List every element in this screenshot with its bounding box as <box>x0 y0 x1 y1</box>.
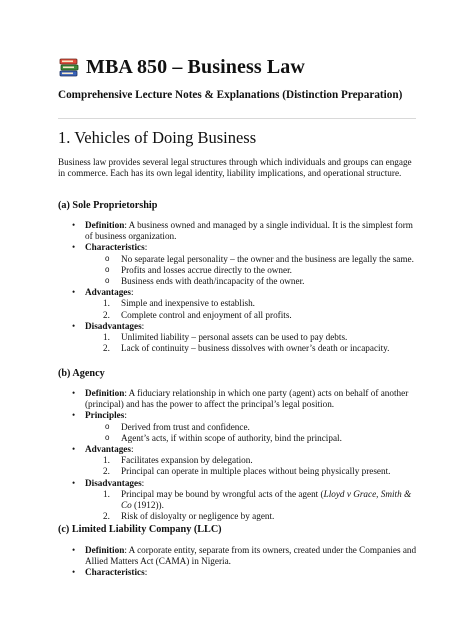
characteristics-label: Characteristics <box>85 567 145 578</box>
list-item: • Advantages: 1. Facilitates expansion by delegation. 2. Principal can operate in multiple places without being physically present. <box>68 444 420 478</box>
divider <box>58 118 416 119</box>
definition-label: Definition <box>85 220 125 230</box>
intro-paragraph: Business law provides several legal structures through which individuals and groups can engage in commerce. Each has its own legal identity, liability implications, and operational structure. <box>58 157 412 179</box>
list-item: o Business ends with death/incapacity of the owner. <box>103 276 420 287</box>
document-title: MBA 850 – Business Law <box>86 56 305 78</box>
subsection-heading-sole: (a) Sole Proprietorship <box>58 200 158 211</box>
list-item: • Principles: o Derived from trust and confidence. o Agent’s acts, if within scope of authority, bind the principal. <box>68 410 420 444</box>
list-item: • Disadvantages: 1. Unlimited liability – personal assets can be used to pay debts. 2. Lack of continuity – business dissolves with owner’s death or incapacity. <box>68 321 420 355</box>
disadvantages-list <box>85 332 420 354</box>
llc-list <box>68 545 420 579</box>
list-item: 1. Simple and inexpensive to establish. <box>103 298 420 309</box>
characteristics-label: Characteristics <box>85 242 145 253</box>
list-item: 2. Lack of continuity – business dissolves with owner’s death or incapacity. <box>103 343 420 354</box>
section-heading: 1. Vehicles of Doing Business <box>58 128 257 147</box>
list-item <box>103 489 420 511</box>
definition-text: : A fiduciary relationship in which one party (agent) acts on behalf of another (principal) and has the power to affect the principal’s legal position. <box>85 388 409 410</box>
list-item: o Agent’s acts, if within scope of authority, bind the principal. <box>103 433 420 444</box>
list-item: o Derived from trust and confidence. <box>103 422 420 433</box>
list-item: 1. Facilitates expansion by delegation. <box>103 455 420 466</box>
advantages-label: Advantages <box>85 444 131 455</box>
disadvantages-label: Disadvantages <box>85 320 142 331</box>
definition-label: Definition <box>85 545 125 555</box>
advantages-label: Advantages <box>85 287 131 298</box>
disadvantages-label: Disadvantages <box>85 477 142 488</box>
list-item: 2. Complete control and enjoyment of all profits. <box>103 310 420 321</box>
title-row <box>58 56 305 79</box>
list-item: 2. Risk of disloyalty or negligence by agent. <box>103 511 420 522</box>
advantages-list <box>85 455 420 477</box>
list-item <box>68 220 420 242</box>
list-item <box>68 388 420 410</box>
advantages-list <box>85 298 420 320</box>
list-item: • Disadvantages: 1. Principal may be bound by wrongful acts of the agent (Lloyd v Grace, Smith & Co (1912)). 2. Risk of disloyalty or negligence by agent. <box>68 478 420 523</box>
list-item: 1. Unlimited liability – personal assets can be used to pay debts. <box>103 332 420 343</box>
principles-label: Principles <box>85 410 125 421</box>
sole-list <box>68 220 420 354</box>
list-item <box>68 545 420 567</box>
disadvantage-text: Principal may be bound by wrongful acts of the agent ( <box>121 488 324 499</box>
list-item: • Advantages: 1. Simple and inexpensive to establish. 2. Complete control and enjoyment of all profits. <box>68 287 420 321</box>
definition-text: : A corporate entity, separate from its owners, created under the Companies and Allied Matters Act (CAMA) in Nigeria. <box>85 545 417 567</box>
characteristics-list <box>85 254 420 288</box>
definition-label: Definition <box>85 388 125 398</box>
list-item: o Profits and losses accrue directly to the owner. <box>103 265 420 276</box>
agency-list <box>68 388 420 522</box>
list-item: 2. Principal can operate in multiple places without being physically present. <box>103 466 420 477</box>
subsection-heading-agency: (b) Agency <box>58 368 105 379</box>
disadvantages-list <box>85 489 420 523</box>
principles-list <box>85 422 420 444</box>
list-item: • Characteristics: <box>68 567 420 578</box>
case-year: (1912)). <box>131 500 164 511</box>
definition-text: : A business owned and managed by a single individual. It is the simplest form of business organization. <box>85 220 413 242</box>
list-item: o No separate legal personality – the owner and the business are legally the same. <box>103 254 420 265</box>
subsection-heading-llc: (c) Limited Liability Company (LLC) <box>58 524 222 535</box>
document-subtitle: Comprehensive Lecture Notes & Explanations (Distinction Preparation) <box>58 89 403 101</box>
list-item: • Characteristics: o No separate legal personality – the owner and the business are legally the same. o Profits and losses accrue directly to the owner. o Business ends with death/incapacity of the owner. <box>68 242 420 287</box>
books-icon <box>58 57 80 79</box>
case-citation: Lloyd v Grace, Smith & Co <box>121 488 412 511</box>
